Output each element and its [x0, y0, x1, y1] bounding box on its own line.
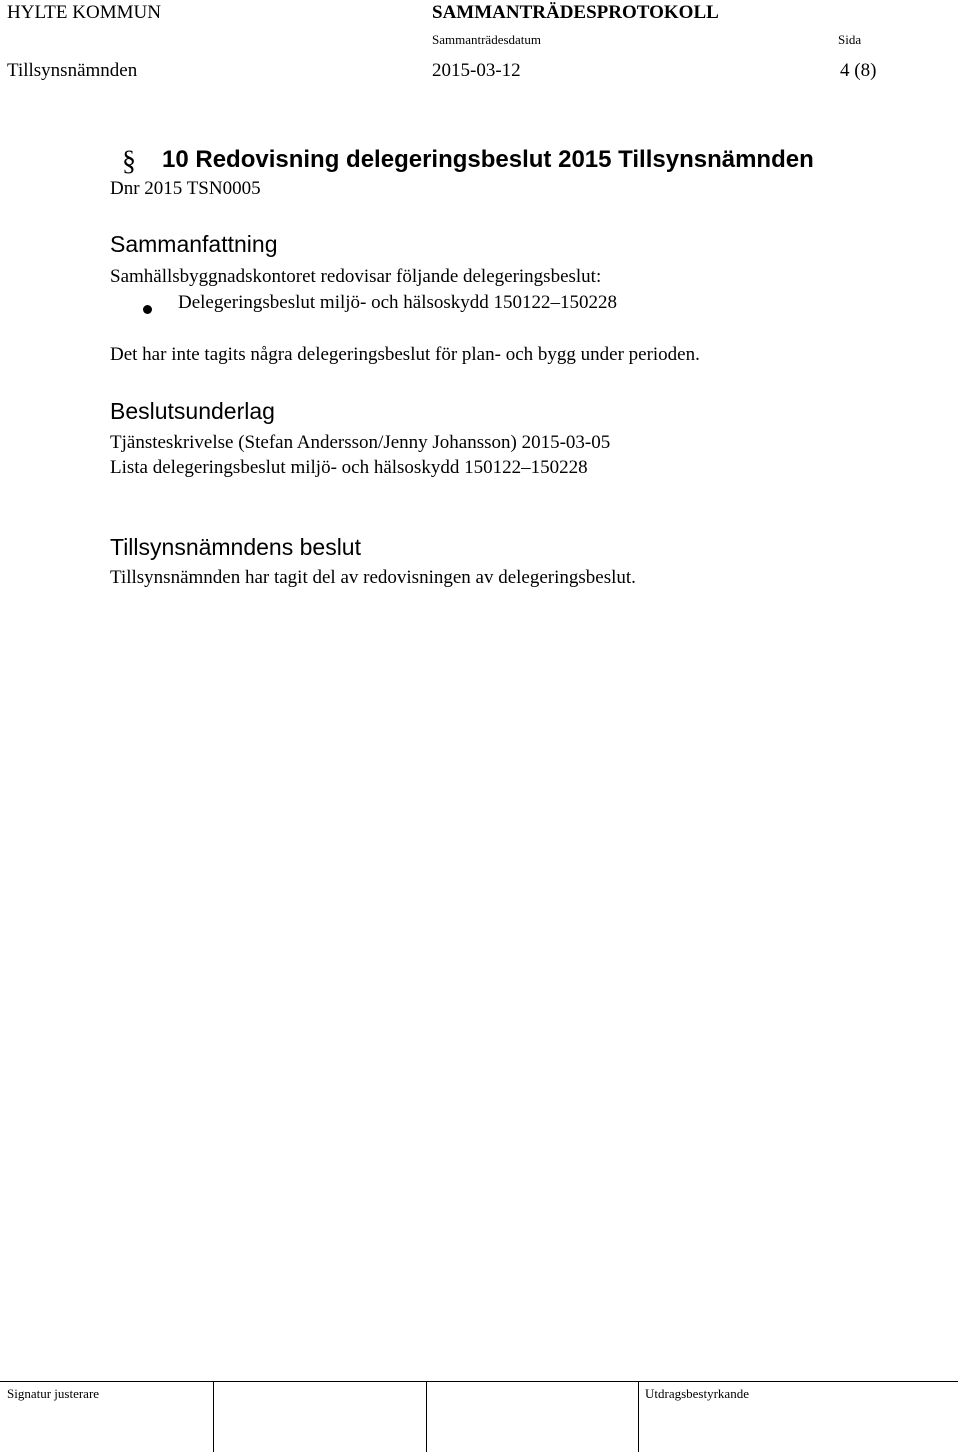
paragraph-symbol: §: [122, 146, 136, 177]
footer-divider: [638, 1382, 639, 1452]
summary-note: Det har inte tagits några delegeringsbeslut för plan- och bygg under perioden.: [110, 344, 700, 365]
decision-text: Tillsynsnämnden har tagit del av redovisningen av delegeringsbeslut.: [110, 567, 636, 588]
document-type: SAMMANTRÄDESPROTOKOLL: [432, 2, 719, 23]
decision-heading: Tillsynsnämndens beslut: [110, 534, 361, 560]
meeting-date: 2015-03-12: [432, 60, 521, 81]
summary-heading: Sammanfattning: [110, 231, 278, 257]
organization-name: HYLTE KOMMUN: [7, 2, 161, 23]
section-title: 10 Redovisning delegeringsbeslut 2015 Tillsynsnämnden: [162, 146, 814, 173]
page-label: Sida: [838, 32, 862, 47]
signature-label: Signatur justerare: [7, 1386, 100, 1401]
summary-bullet-item: Delegeringsbeslut miljö- och hälsoskydd 150122–150228: [178, 292, 618, 313]
extract-label: Utdragsbestyrkande: [645, 1386, 749, 1401]
basis-item: Tjänsteskrivelse (Stefan Andersson/Jenny Johansson) 2015-03-05: [110, 432, 611, 453]
case-number: Dnr 2015 TSN0005: [110, 178, 261, 199]
footer-divider: [213, 1382, 214, 1452]
basis-heading: Beslutsunderlag: [110, 398, 275, 424]
basis-item: Lista delegeringsbeslut miljö- och hälsoskydd 150122–150228: [110, 457, 588, 478]
page-number: 4 (8): [840, 60, 877, 81]
footer-divider: [426, 1382, 427, 1452]
committee-name: Tillsynsnämnden: [7, 60, 138, 81]
bullet-icon: [143, 305, 152, 314]
footer-signature-row: [0, 1381, 958, 1453]
meeting-date-label: Sammanträdesdatum: [432, 32, 542, 47]
summary-intro: Samhällsbyggnadskontoret redovisar följande delegeringsbeslut:: [110, 266, 602, 287]
